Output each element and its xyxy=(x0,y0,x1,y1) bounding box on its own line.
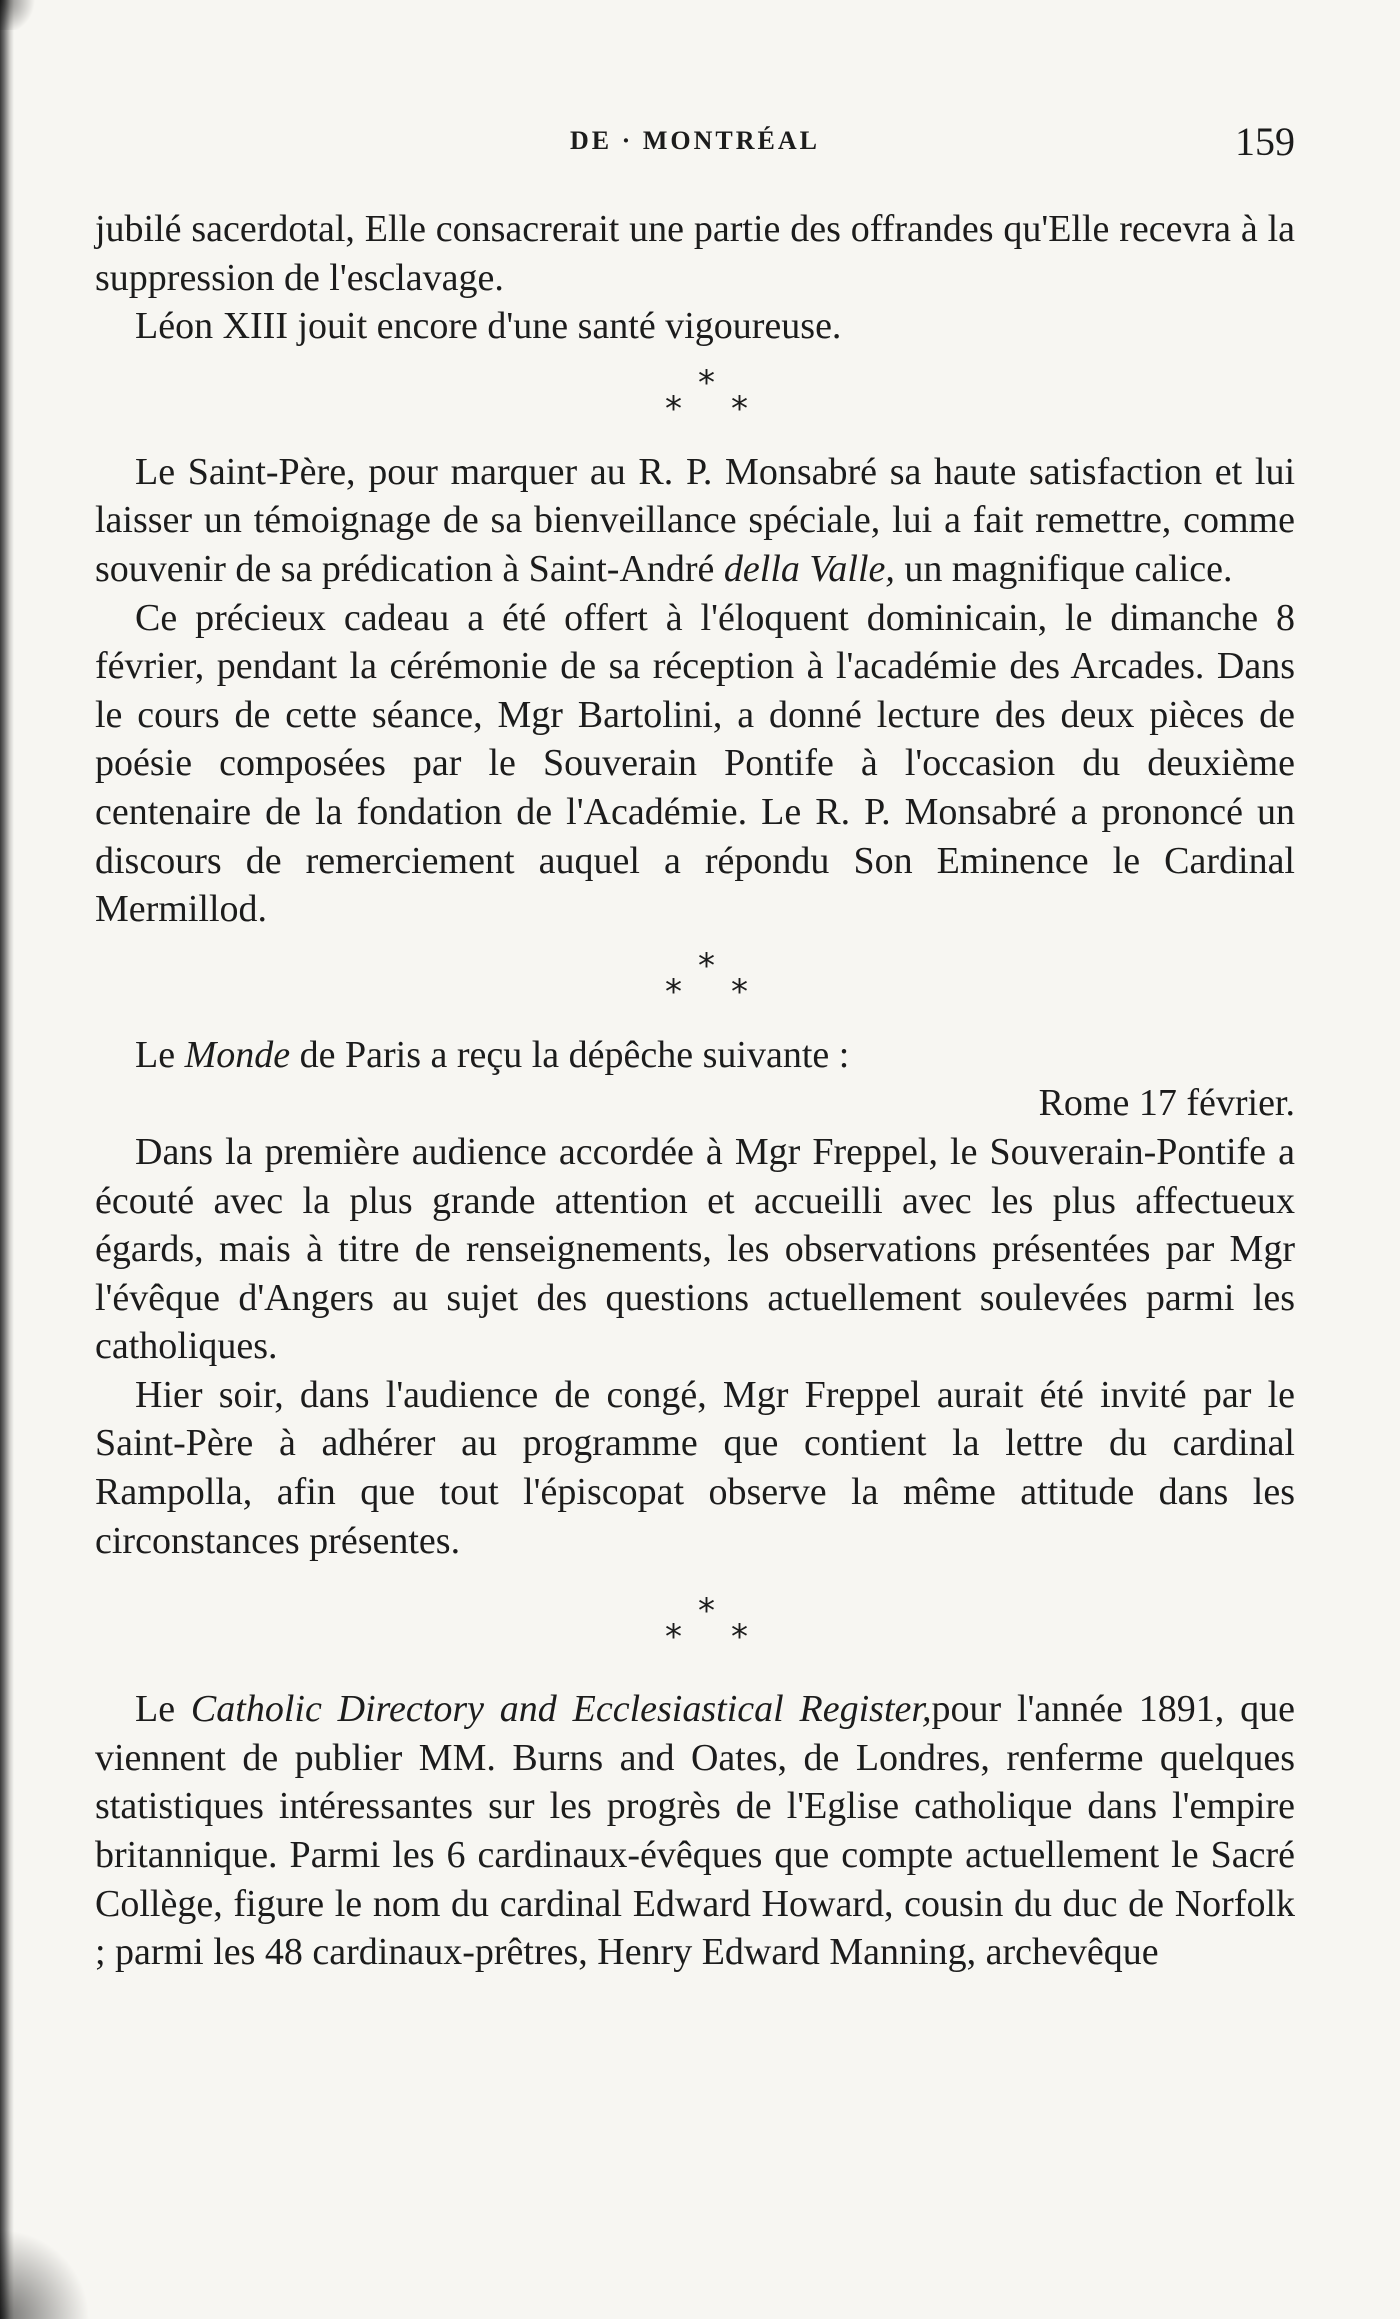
separator-star: * xyxy=(698,945,715,986)
italic-text: Monde xyxy=(184,1033,291,1076)
separator-star: * xyxy=(665,971,682,1012)
paragraph-monde xyxy=(95,1031,1295,1080)
separator-star: * xyxy=(731,1617,748,1658)
scan-corner-shadow-top xyxy=(0,0,40,30)
separator-star: * xyxy=(665,1617,682,1658)
scan-edge-shadow xyxy=(0,0,14,2319)
paragraph-continuation: jubilé sacerdotal, Elle consacrerait une partie des offrandes qu'Elle recevra à la suppression de l'esclavage. xyxy=(95,208,1295,299)
separator-star: * xyxy=(731,388,748,429)
paragraph-text: de Paris a reçu la dépêche suivante : xyxy=(299,1033,850,1076)
paragraph-catholic-directory xyxy=(95,1685,1295,1977)
separator-star: * xyxy=(665,388,682,429)
page-number: 159 xyxy=(1235,119,1295,164)
paragraph-freppel-conge: Hier soir, dans l'audience de congé, Mgr Freppel aurait été invité par le Saint-Père à adhérer au programme que contient la lettre du cardinal Rampolla, afin que tout l'épiscopat observe la même attitude dans les circonstances présentes. xyxy=(95,1373,1295,1562)
paragraph-text: Le xyxy=(135,1688,176,1731)
paragraph-text: un magnifique calice. xyxy=(904,547,1233,590)
running-head: DE · MONTRÉAL xyxy=(570,126,820,155)
separator-star: * xyxy=(698,1591,715,1632)
paragraph-freppel-audience: Dans la première audience accordée à Mgr Freppel, le Souverain-Pontife a écouté avec la plus grande attention et accueilli avec les plus affectueux égards, mais à titre de renseignements, les observations présentées par Mgr l'évêque d'Angers au sujet des questions actuellement soulevées parmi les catholiques. xyxy=(95,1130,1295,1368)
paragraph-arcades: Ce précieux cadeau a été offert à l'éloquent dominicain, le dimanche 8 février, pendant la cérémonie de sa réception à l'académie des Arcades. Dans le cours de cette séance, Mgr Bartolini, a donné lecture des deux pièces de poésie composées par le Souverain Pontife à l'occasion du deuxième centenaire de la fondation de l'Académie. Le R. P. Monsabré a prononcé un discours de remerciement auquel a répondu Son Eminence le Cardinal Mermillod. xyxy=(95,596,1295,931)
paragraph-monsabre xyxy=(95,448,1295,594)
section-separator-2 xyxy=(95,934,1295,1031)
page-body xyxy=(95,205,1295,1977)
section-separator-3 xyxy=(95,1565,1295,1685)
paragraph-leon-xiii: Léon XIII jouit encore d'une santé vigoureuse. xyxy=(135,305,842,348)
page-header xyxy=(95,118,1295,164)
italic-text: Catholic Directory and Ecclesiastical Register, xyxy=(190,1688,932,1731)
italic-text: della Valle, xyxy=(723,547,895,590)
separator-star: * xyxy=(731,971,748,1012)
dateline: Rome 17 février. xyxy=(1038,1082,1295,1125)
separator-star: * xyxy=(698,362,715,403)
scan-corner-shadow-bottom xyxy=(0,2229,90,2319)
paragraph-text: Le Saint-Père, pour marquer au R. P. Monsabré sa haute satisfaction et lui laisser un témoignage de sa bienveillance spéciale, lui a fait remettre, comme souvenir de sa prédication à Saint-André xyxy=(95,450,1295,590)
paragraph-text: Le xyxy=(135,1033,176,1076)
paragraph-text: pour l'année 1891, que viennent de publier MM. Burns and Oates, de Londres, renferme quelques statistiques intéressantes sur les progrès de l'Eglise catholique dans l'empire britannique. Parmi les 6 cardinaux-évêques que compte actuellement le Sacré Collège, figure le nom du cardinal Edward Howard, cousin du duc de Norfolk ; parmi les 48 cardinaux-prêtres, Henry Edward Manning, archevêque xyxy=(95,1688,1295,1974)
section-separator-1 xyxy=(95,351,1295,448)
